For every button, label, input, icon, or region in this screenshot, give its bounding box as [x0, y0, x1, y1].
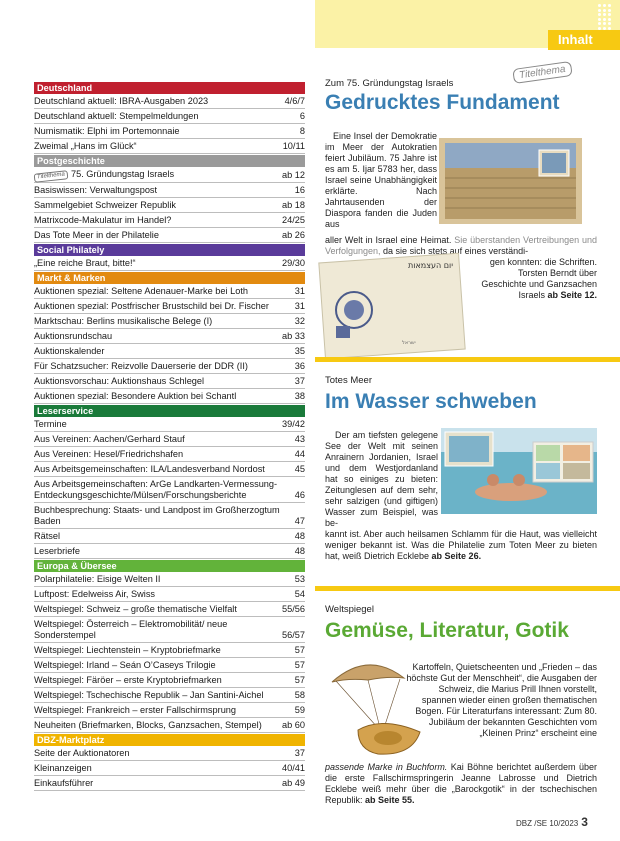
- toc-entry-pages: ab 26: [282, 230, 305, 240]
- toc-entry-pages: 8: [299, 126, 305, 136]
- toc-entry-text: „Eine reiche Braut, bitte!“: [34, 258, 136, 268]
- toc-entry-text: Termine: [34, 419, 67, 429]
- toc-entry-pages: 39/42: [282, 419, 305, 429]
- toc-entry[interactable]: [34, 94, 305, 109]
- toc-entry[interactable]: [34, 673, 305, 688]
- toc-entry-text: Seite der Auktionatoren: [34, 748, 130, 758]
- toc-entry-title: [34, 419, 282, 430]
- article-totes-meer-text-col2: kannt ist. Aber auch heilsamen Schlamm für die Haut, was vielleicht weniger bekannt ist. Was die Philatelie zum Toten Meer zu bieten hat, weiß Dietrich Ecklebe ab Seite 26.: [325, 529, 597, 561]
- toc-entry-pages: 57: [294, 675, 305, 685]
- toc-entry-pages: 40/41: [282, 763, 305, 773]
- svg-text:ישראל: ישראל: [402, 340, 416, 346]
- article-israel: [325, 78, 595, 115]
- toc-entry-text: Marktschau: Berlins musikalische Belege (I): [34, 316, 213, 326]
- toc-entry[interactable]: [34, 462, 305, 477]
- toc-entry-text: Aus Vereinen: Aachen/Gerhard Stauf: [34, 434, 185, 444]
- toc-entry-pages: 37: [294, 748, 305, 758]
- article-kicker: Totes Meer: [325, 375, 372, 386]
- toc-entry-text: Auktionen spezial: Postfrischer Brustschild bei Dr. Fischer: [34, 301, 269, 311]
- toc-entry[interactable]: [34, 124, 305, 139]
- toc-entry-text: Weltspiegel: Frankreich – erster Fallschirmsprung: [34, 705, 237, 715]
- toc-entry-text: Auktionen spezial: Besondere Auktion bei Schantl: [34, 391, 237, 401]
- toc-entry-text: Zweimal „Hans im Glück“: [34, 141, 137, 151]
- toc-entry[interactable]: [34, 761, 305, 776]
- toc-entry-pages: 43: [294, 434, 305, 444]
- toc-entry-title: [34, 258, 282, 269]
- toc-entry-pages: 48: [294, 531, 305, 541]
- toc-entry-text: Aus Arbeitsgemeinschaften: ArGe Landkarten-Vermessung-Entdeckungsgeschichte/Mülsen/Forschungsberichte: [34, 479, 278, 500]
- toc-entry-pages: 35: [294, 346, 305, 356]
- toc-entry-text: Deutschland aktuell: Stempelmeldungen: [34, 111, 199, 121]
- toc-entry-title: [34, 434, 295, 445]
- toc-entry-text: Sammelgebiet Schweizer Republik: [34, 200, 176, 210]
- toc-entry[interactable]: [34, 198, 305, 213]
- toc-entry-title: [34, 169, 282, 181]
- toc-entry-pages: ab 12: [282, 170, 305, 180]
- toc-entry[interactable]: [34, 167, 305, 183]
- toc-entry-text: Weltspiegel: Irland – Seán O’Caseys Trilogie: [34, 660, 216, 670]
- toc-entry-title: [34, 778, 282, 789]
- toc-entry[interactable]: [34, 389, 305, 404]
- toc-entry[interactable]: [34, 529, 305, 544]
- toc-entry[interactable]: [34, 139, 305, 154]
- toc-entry-title: [34, 346, 295, 357]
- toc-entry-pages: ab 60: [282, 720, 305, 730]
- divider-2: [315, 586, 620, 591]
- toc-entry-text: Neuheiten (Briefmarken, Blocks, Ganzsachen, Stempel): [34, 720, 262, 730]
- toc-entry-title: [34, 675, 295, 686]
- page-footer: [516, 815, 588, 829]
- article-weltspiegel: [325, 604, 595, 643]
- toc-entry-title: [34, 531, 295, 542]
- article-ref: ab Seite 26.: [431, 551, 482, 561]
- toc-entry-title: [34, 111, 300, 122]
- section-label: Inhalt: [548, 30, 620, 50]
- toc-entry-text: Rätsel: [34, 531, 61, 541]
- toc-entry-title: [34, 690, 295, 701]
- toc-entry-title: [34, 449, 295, 460]
- toc-entry-text: 75. Gründungstag Israels: [70, 169, 175, 179]
- toc-entry-pages: 36: [294, 361, 305, 371]
- toc-category: Europa & Übersee: [34, 560, 305, 572]
- toc-entry-text: Polarphilatelie: Eisige Welten II: [34, 574, 161, 584]
- toc-entry-title: [34, 645, 295, 656]
- toc-entry-pages: 45: [294, 464, 305, 474]
- toc-entry-title: [34, 215, 282, 226]
- toc-entry-pages: 54: [294, 589, 305, 599]
- toc-entry-pages: 6: [299, 111, 305, 121]
- article-israel-text-col3: gen konnten: die Schriften. Torsten Berndt über Geschichte und Ganzsachen Israels ab Seite 12.: [481, 257, 597, 300]
- issue-label: DBZ /SE 10/2023: [516, 819, 579, 828]
- toc-entry-title: [34, 301, 295, 312]
- table-of-contents: [34, 81, 305, 791]
- toc-entry-pages: 47: [294, 516, 305, 526]
- toc-entry[interactable]: [34, 183, 305, 198]
- toc-entry-text: Weltspiegel: Tschechische Republik – Jan Santini-Aichel: [34, 690, 264, 700]
- article-kicker: Zum 75. Gründungstag Israels: [325, 78, 454, 89]
- toc-entry[interactable]: [34, 344, 305, 359]
- toc-entry-title: [34, 619, 282, 641]
- page-number: 3: [581, 815, 588, 829]
- toc-entry-pages: 58: [294, 690, 305, 700]
- toc-entry[interactable]: [34, 658, 305, 673]
- toc-entry-pages: 53: [294, 574, 305, 584]
- toc-entry-text: Aus Vereinen: Hesel/Friedrichshafen: [34, 449, 184, 459]
- toc-entry-title: [34, 331, 282, 342]
- toc-entry[interactable]: [34, 602, 305, 617]
- toc-entry-title: [34, 376, 295, 387]
- toc-entry-text: Auktionsrundschau: [34, 331, 113, 341]
- toc-entry[interactable]: [34, 299, 305, 314]
- toc-entry[interactable]: [34, 587, 305, 602]
- toc-entry-title: [34, 391, 295, 402]
- toc-category: Leserservice: [34, 405, 305, 417]
- toc-entry[interactable]: [34, 374, 305, 389]
- toc-entry-text: Weltspiegel: Färöer – erste Kryptobriefmarken: [34, 675, 222, 685]
- toc-entry[interactable]: [34, 718, 305, 733]
- toc-entry[interactable]: [34, 256, 305, 271]
- toc-entry-text: Basiswissen: Verwaltungspost: [34, 185, 158, 195]
- toc-entry-pages: 46: [294, 490, 305, 500]
- toc-entry[interactable]: [34, 477, 305, 503]
- toc-entry-text: Deutschland aktuell: IBRA-Ausgaben 2023: [34, 96, 209, 106]
- toc-entry-pages: 10/11: [282, 141, 305, 151]
- dead-sea-image: [441, 428, 597, 514]
- toc-entry-pages: 31: [294, 286, 305, 296]
- toc-entry[interactable]: [34, 776, 305, 791]
- article-headline: Gedrucktes Fundament: [325, 91, 560, 114]
- toc-entry-title: [34, 126, 300, 137]
- toc-category: Deutschland: [34, 82, 305, 94]
- article-kicker: Weltspiegel: [325, 604, 374, 615]
- toc-entry-pages: 57: [294, 660, 305, 670]
- toc-entry-title: [34, 286, 295, 297]
- toc-entry-text: Matrixcode-Makulatur im Handel?: [34, 215, 172, 225]
- toc-entry-pages: ab 49: [282, 778, 305, 788]
- toc-entry-text: Weltspiegel: Liechtenstein – Kryptobriefmarke: [34, 645, 221, 655]
- toc-entry-pages: 4/6/7: [284, 96, 305, 106]
- toc-entry-pages: 32: [294, 316, 305, 326]
- toc-entry-title: [34, 763, 282, 774]
- article-israel-text-col1: Eine Insel der Demokratie im Meer der Autokratien feiert Jubiläum. 75 Jahre ist es am 5. Ijar 5783 her, dass Israel seine Unabhängigkeit erklärte. Nach Jahrtausenden der Diaspora fanden die Juden aus: [325, 131, 437, 229]
- toc-entry-pages: 55/56: [282, 604, 305, 614]
- toc-entry[interactable]: [34, 417, 305, 432]
- toc-entry-title: [34, 705, 295, 716]
- toc-entry-title: [34, 660, 295, 671]
- toc-entry[interactable]: [34, 703, 305, 718]
- toc-category: DBZ-Marktplatz: [34, 734, 305, 746]
- toc-entry-title: [34, 505, 295, 527]
- toc-entry-text: Auktionen spezial: Seltene Adenauer-Marke bei Loth: [34, 286, 249, 296]
- toc-entry-title: [34, 96, 285, 107]
- toc-entry-text: Buchbesprechung: Staats- und Landpost im Großherzogtum Baden: [34, 505, 280, 526]
- toc-entry[interactable]: [34, 329, 305, 344]
- article-headline: Im Wasser schweben: [325, 390, 537, 413]
- toc-entry-text: Weltspiegel: Schweiz – große thematische Vielfalt: [34, 604, 237, 614]
- toc-entry-pages: 57: [294, 645, 305, 655]
- toc-entry-pages: 44: [294, 449, 305, 459]
- titelthema-badge: Titelthema: [34, 170, 69, 183]
- toc-entry-text: Aus Arbeitsgemeinschaften: ILA/Landesverband Nordost: [34, 464, 265, 474]
- toc-entry-text: Luftpost: Edelweiss Air, Swiss: [34, 589, 156, 599]
- toc-entry-title: [34, 604, 282, 615]
- toc-entry[interactable]: [34, 228, 305, 243]
- toc-entry[interactable]: [34, 213, 305, 228]
- toc-entry-text: Einkaufsführer: [34, 778, 94, 788]
- toc-entry-title: [34, 141, 283, 152]
- article-weltspiegel-text-col2: passende Marke in Buchform. Kai Böhne berichtet außerdem über die erste Fallschirmspringerin Jeanne Labrosse und Dietrich Ecklebe weiß mehr über die „Barockgotik“ in der tschechischen Republik: ab Seite 55.: [325, 762, 597, 805]
- toc-entry[interactable]: [34, 643, 305, 658]
- toc-category: Postgeschichte: [34, 155, 305, 167]
- toc-entry-pages: ab 33: [282, 331, 305, 341]
- toc-entry-title: [34, 230, 282, 241]
- israel-postal-card-image: [316, 248, 471, 360]
- toc-entry-title: [34, 574, 295, 585]
- toc-entry-text: Auktionskalender: [34, 346, 105, 356]
- toc-entry-text: Leserbriefe: [34, 546, 80, 556]
- toc-entry-pages: 56/57: [282, 630, 305, 640]
- article-weltspiegel-text-col1: Kartoffeln, Quietscheenten und „Frieden – das höchste Gut der Menschheit“, die Ausgaben der Schweiz, die Marius Prill Ihnen vorstellt, spannen wieder einen großen thematischen Bogen. Für Literaturfans interessant: Zum 80. Jubiläum der bekannten Geschichten vom „Kleinen Prinz“ erscheint eine: [406, 662, 597, 738]
- toc-entry-title: [34, 720, 282, 731]
- toc-entry-text: Weltspiegel: Österreich – Elektromobilität/ neue Sonderstempel: [34, 619, 228, 640]
- toc-entry-pages: 29/30: [282, 258, 305, 268]
- toc-entry-title: [34, 748, 295, 759]
- toc-entry-pages: 59: [294, 705, 305, 715]
- toc-entry-text: Kleinanzeigen: [34, 763, 92, 773]
- divider-1: [315, 357, 620, 362]
- toc-entry-pages: 16: [294, 185, 305, 195]
- toc-entry-title: [34, 316, 295, 327]
- toc-entry-pages: 48: [294, 546, 305, 556]
- toc-category: Markt & Marken: [34, 272, 305, 284]
- toc-entry[interactable]: [34, 314, 305, 329]
- toc-entry-title: [34, 361, 295, 372]
- toc-entry-title: [34, 589, 295, 600]
- article-totes-meer-text-col1: Der am tiefsten gelegene See der Welt mit seinen Anrainern Jordanien, Israel und dem Westjordanland hat so einiges zu bieten: Zeitunglesen auf dem sehr, sehr salzigen (und giftigen) Wasser zum Beispiel, was be-: [325, 430, 438, 528]
- toc-entry[interactable]: [34, 688, 305, 703]
- article-ref: ab Seite 12.: [547, 290, 597, 300]
- toc-entry[interactable]: [34, 447, 305, 462]
- toc-entry[interactable]: [34, 284, 305, 299]
- toc-entry-text: Auktionsvorschau: Auktionshaus Schlegel: [34, 376, 205, 386]
- toc-entry[interactable]: [34, 359, 305, 374]
- article-headline: Gemüse, Literatur, Gotik: [325, 619, 569, 642]
- toc-entry[interactable]: [34, 746, 305, 761]
- toc-category: Social Philately: [34, 244, 305, 256]
- toc-entry[interactable]: [34, 109, 305, 124]
- toc-entry-text: Für Schatzsucher: Reizvolle Dauerserie der DDR (II): [34, 361, 248, 371]
- article-ref: ab Seite 55.: [365, 795, 415, 805]
- toc-entry[interactable]: [34, 544, 305, 559]
- toc-entry-title: [34, 464, 295, 475]
- toc-entry[interactable]: [34, 503, 305, 529]
- article-israel-text-col2: aller Welt in Israel eine Heimat. Sie überstanden Vertreibungen und Verfolgungen, da sie sich stets auf eines verständi-: [325, 235, 597, 256]
- toc-entry[interactable]: [34, 572, 305, 587]
- toc-entry-title: [34, 546, 295, 557]
- toc-entry-title: [34, 479, 295, 501]
- toc-entry-pages: 31: [294, 301, 305, 311]
- toc-entry-title: [34, 200, 282, 211]
- toc-entry-pages: ab 18: [282, 200, 305, 210]
- toc-entry-pages: 38: [294, 391, 305, 401]
- article-totes-meer: [325, 375, 595, 414]
- toc-entry-pages: 37: [294, 376, 305, 386]
- toc-entry-text: Das Tote Meer in der Philatelie: [34, 230, 159, 240]
- titelthema-stamp: Titelthema: [512, 61, 572, 84]
- toc-entry[interactable]: [34, 432, 305, 447]
- toc-entry[interactable]: [34, 617, 305, 643]
- toc-entry-pages: 24/25: [282, 215, 305, 225]
- toc-entry-text: Numismatik: Elphi im Portemonnaie: [34, 126, 180, 136]
- toc-entry-title: [34, 185, 295, 196]
- svg-text:יום העצמאות: יום העצמאות: [408, 261, 454, 270]
